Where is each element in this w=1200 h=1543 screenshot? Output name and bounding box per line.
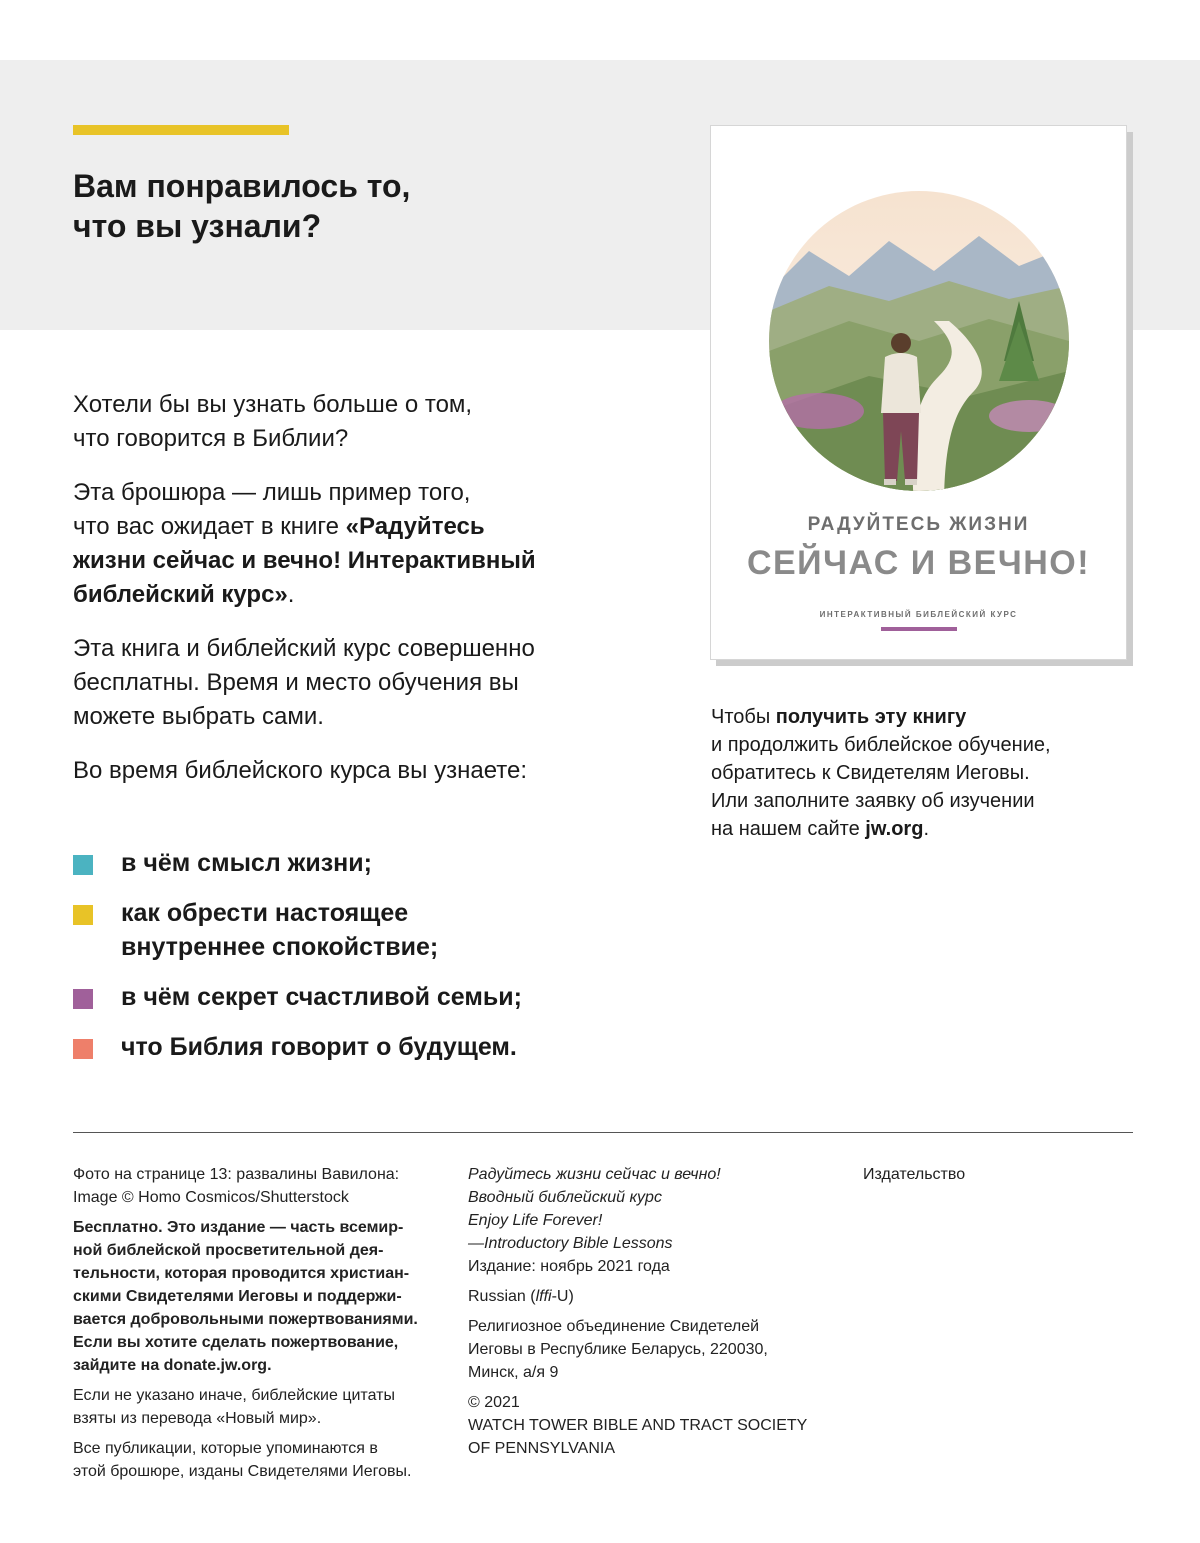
intro-paragraph-2 xyxy=(73,476,633,612)
language-code xyxy=(468,1285,838,1308)
book-title-part: библейский курс» xyxy=(73,581,288,608)
text-line: этой брошюре, изданы Свидетелями Иеговы. xyxy=(73,1463,412,1480)
book-title-part: «Радуйтесь xyxy=(345,513,485,540)
text-run: . xyxy=(923,818,929,840)
text-line: OF PENNSYLVANIA xyxy=(468,1440,615,1457)
text-line: Все публикации, которые упоминаются в xyxy=(73,1440,378,1457)
accent-bar xyxy=(73,125,289,135)
text-line: можете выбрать сами. xyxy=(73,703,324,730)
text-line: Радуйтесь жизни сейчас и вечно! xyxy=(468,1166,721,1183)
publications-note xyxy=(73,1437,453,1483)
list-item xyxy=(73,896,633,964)
photo-credit xyxy=(73,1163,453,1209)
text-line: Или заполните заявку об изучении xyxy=(711,790,1035,812)
footer-divider xyxy=(73,1132,1133,1133)
text-line xyxy=(711,703,1131,731)
organization-address xyxy=(468,1315,838,1384)
text-run: Чтобы xyxy=(711,706,776,728)
text-line xyxy=(73,510,633,544)
list-item xyxy=(73,1030,633,1064)
text-line: Enjoy Life Forever! xyxy=(468,1212,603,1229)
footer-column-1 xyxy=(73,1163,453,1490)
cover-title-line-1: РАДУЙТЕСЬ ЖИЗНИ xyxy=(807,514,1030,535)
cover-illustration xyxy=(769,181,1069,511)
title-line-2: что вы узнали? xyxy=(73,208,322,244)
text-line: Религиозное объединение Свидетелей xyxy=(468,1318,760,1335)
text-line: Фото на странице 13: развалины Вавилона: xyxy=(73,1166,400,1183)
text-run: Russian ( xyxy=(468,1288,536,1305)
text-run-italic: lffi xyxy=(535,1288,552,1305)
text-run: на нашем сайте xyxy=(711,818,866,840)
cover-accent-line xyxy=(881,627,957,631)
text-line: что говорится в Библии? xyxy=(73,425,349,452)
text-line: обратитесь к Свидетелям Иеговы. xyxy=(711,762,1030,784)
text-line: Хотели бы вы узнать больше о том, xyxy=(73,391,473,418)
intro-paragraph-1 xyxy=(73,388,633,456)
list-item-text: как обрести настоящее xyxy=(121,899,409,927)
footer-column-3 xyxy=(863,1163,1123,1193)
text-line: Image © Homo Cosmicos/Shutterstock xyxy=(73,1189,349,1206)
text-line xyxy=(73,544,633,578)
text-line: Вводный библейский курс xyxy=(468,1189,662,1206)
text-line: © 2021 xyxy=(468,1394,520,1411)
text-line: тельности, которая проводится христиан- xyxy=(73,1265,410,1282)
text-line xyxy=(711,815,1131,843)
text-line: Если не указано иначе, библейские цитаты xyxy=(73,1387,395,1404)
call-to-action xyxy=(711,703,1131,843)
bullet-square xyxy=(73,1039,93,1059)
book-title-part: жизни сейчас и вечно! Интерактивный xyxy=(73,547,536,574)
quotes-note xyxy=(73,1384,453,1430)
list-item-text: что Библия говорит о будущем. xyxy=(121,1033,517,1061)
text-run-bold: получить эту книгу xyxy=(775,706,967,728)
copyright xyxy=(468,1391,838,1460)
text-line: Если вы хотите сделать пожертвование, xyxy=(73,1334,399,1351)
text-line: Эта брошюра — лишь пример того, xyxy=(73,479,471,506)
text-line: зайдите на donate.jw.org. xyxy=(73,1357,272,1374)
list-item-text: в чём секрет счастливой семьи; xyxy=(121,983,522,1011)
intro-text xyxy=(73,388,633,808)
text-run: . xyxy=(287,581,295,608)
publisher-label: Издательство xyxy=(863,1166,966,1183)
list-item-text: внутреннее спокойствие; xyxy=(121,933,439,961)
bullet-square xyxy=(73,989,93,1009)
footer-column-2 xyxy=(468,1163,838,1467)
text-line: вается добровольными пожертвованиями. xyxy=(73,1311,418,1328)
text-line: WATCH TOWER BIBLE AND TRACT SOCIETY xyxy=(468,1417,808,1434)
text-line: Иеговы в Республике Беларусь, 220030, xyxy=(468,1341,768,1358)
list-item xyxy=(73,980,633,1014)
website-link[interactable]: jw.org xyxy=(865,818,924,840)
bullet-square xyxy=(73,855,93,875)
text-run: -U) xyxy=(551,1288,574,1305)
text-line: скими Свидетелями Иеговы и поддержи- xyxy=(73,1288,402,1305)
book-cover xyxy=(710,125,1127,660)
text-line xyxy=(73,578,633,612)
list-item xyxy=(73,846,633,880)
text-line: и продолжить библейское обучение, xyxy=(711,734,1051,756)
edition: Издание: ноябрь 2021 года xyxy=(468,1258,670,1275)
text-line: —Introductory Bible Lessons xyxy=(468,1235,673,1252)
intro-paragraph-4: Во время библейского курса вы узнаете: xyxy=(73,757,527,784)
free-notice xyxy=(73,1216,453,1377)
text-line: бесплатны. Время и место обучения вы xyxy=(73,669,519,696)
text-line: взяты из перевода «Новый мир». xyxy=(73,1410,322,1427)
intro-paragraph-3 xyxy=(73,632,633,734)
bullet-square xyxy=(73,905,93,925)
cover-subtitle: ИНТЕРАКТИВНЫЙ БИБЛЕЙСКИЙ КУРС xyxy=(819,610,1018,619)
publication-info xyxy=(468,1163,838,1278)
text-line: Эта книга и библейский курс совершенно xyxy=(73,635,535,662)
cover-title-line-2: СЕЙЧАС И ВЕЧНО! xyxy=(746,544,1091,582)
topics-list xyxy=(73,846,633,1080)
text-line: Бесплатно. Это издание — часть всемир- xyxy=(73,1219,404,1236)
text-line: ной библейской просветительной дея- xyxy=(73,1242,384,1259)
title-line-1: Вам понравилось то, xyxy=(73,168,411,204)
page-title xyxy=(73,166,633,246)
text-run: что вас ожидает в книге xyxy=(73,513,346,540)
text-line: Минск, а/я 9 xyxy=(468,1364,559,1381)
list-item-text: в чём смысл жизни; xyxy=(121,849,372,877)
